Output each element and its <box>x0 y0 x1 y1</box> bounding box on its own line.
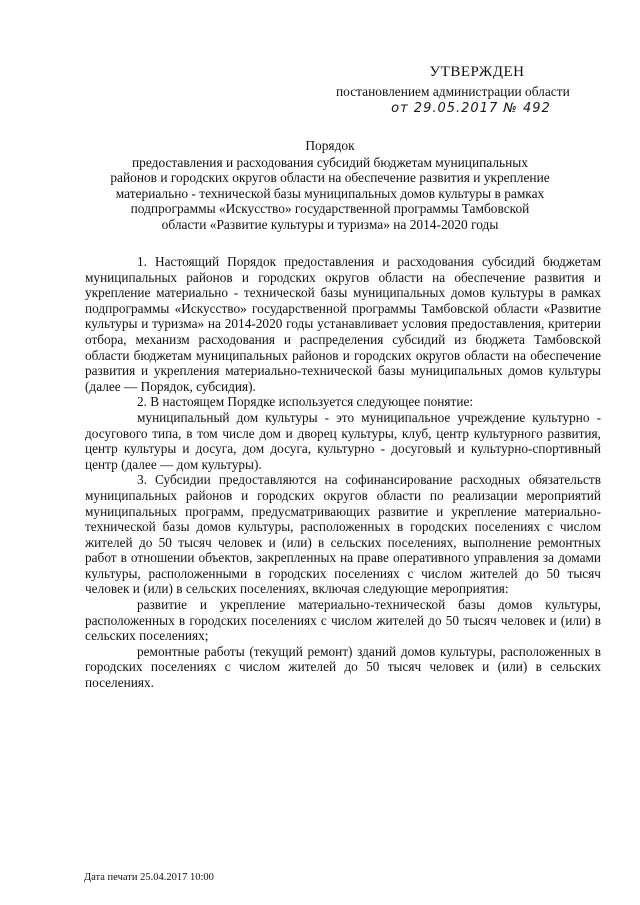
approval-title: УТВЕРЖДЕН <box>429 64 525 80</box>
paragraph-definition: муниципальный дом культуры - это муниципальное учреждение культурно - досугового типа, в том числе дом и дворец культуры, клуб, центр культурного развития, центр культуры и досуга, дом досуга, культурно - досуговый и культурно-спортивный центр (далее — дом культуры). <box>85 409 601 472</box>
document-title-line: материально - технической базы муниципальных домов культуры в рамках <box>115 185 545 201</box>
paragraph-3: 3. Субсидии предоставляются на софинансирование расходных обязательств муниципальных районов и городских округов области по реализации мероприятий муниципальных программ, предусматривающих развитие и укрепление материально-технической базы домов культуры, расположенных в городских поселениях с числом жителей до 50 тысяч человек и (или) в сельских поселениях, выполнение ремонтных работ в отношении объектов, закрепленных на праве оперативного управления за домами культуры, расположенными в городских поселениях с числом жителей до 50 тысяч человек и (или) в сельских поселениях, включая следующие мероприятия: <box>85 472 601 597</box>
document-title-line: области «Развитие культуры и туризма» на 2014-2020 годы <box>161 216 499 232</box>
approval-stamp <box>336 64 606 116</box>
print-date-footer: Дата печати 25.04.2017 10:00 <box>84 872 214 883</box>
document-title-line: подпрограммы «Искусство» государственной программы Тамбовской <box>130 201 530 216</box>
paragraph-item-development: развитие и укрепление материально-технической базы домов культуры, расположенных в городских поселениях с числом жителей до 50 тысяч человек и (или) в сельских поселениях; <box>85 597 601 644</box>
document-title-line: районов и городских округов области на обеспечение развития и укрепление <box>110 170 550 185</box>
approval-handwritten-date: от 29.05.2017 № 492 <box>391 101 551 116</box>
document-body <box>85 254 601 691</box>
document-title <box>102 138 558 232</box>
document-title-line: предоставления и расходования субсидий бюджетам муниципальных <box>132 154 528 170</box>
paragraph-1: 1. Настоящий Порядок предоставления и расходования субсидий бюджетам муниципальных районов и городских округов области на обеспечение развития и укрепление материально - технической базы муниципальных домов культуры в рамках подпрограммы «Искусство» государственной программы Тамбовской области «Развитие культуры и туризма» на 2014-2020 годы устанавливает условия предоставления, критерии отбора, механизм расходования и распределения субсидий из бюджета Тамбовской области бюджетам муниципальных районов и городских округов области на обеспечение развития и укрепления материально-технической базы муниципальных домов культуры (далее — Порядок, субсидия). <box>85 254 601 394</box>
paragraph-item-repair: ремонтные работы (текущий ремонт) зданий домов культуры, расположенных в городских поселениях с числом жителей до 50 тысяч человек и (или) в сельских поселениях. <box>85 643 601 691</box>
paragraph-2: 2. В настоящем Порядке используется следующее понятие: <box>137 394 474 410</box>
document-heading: Порядок <box>305 138 355 153</box>
approval-subtitle: постановлением администрации области <box>336 84 570 99</box>
